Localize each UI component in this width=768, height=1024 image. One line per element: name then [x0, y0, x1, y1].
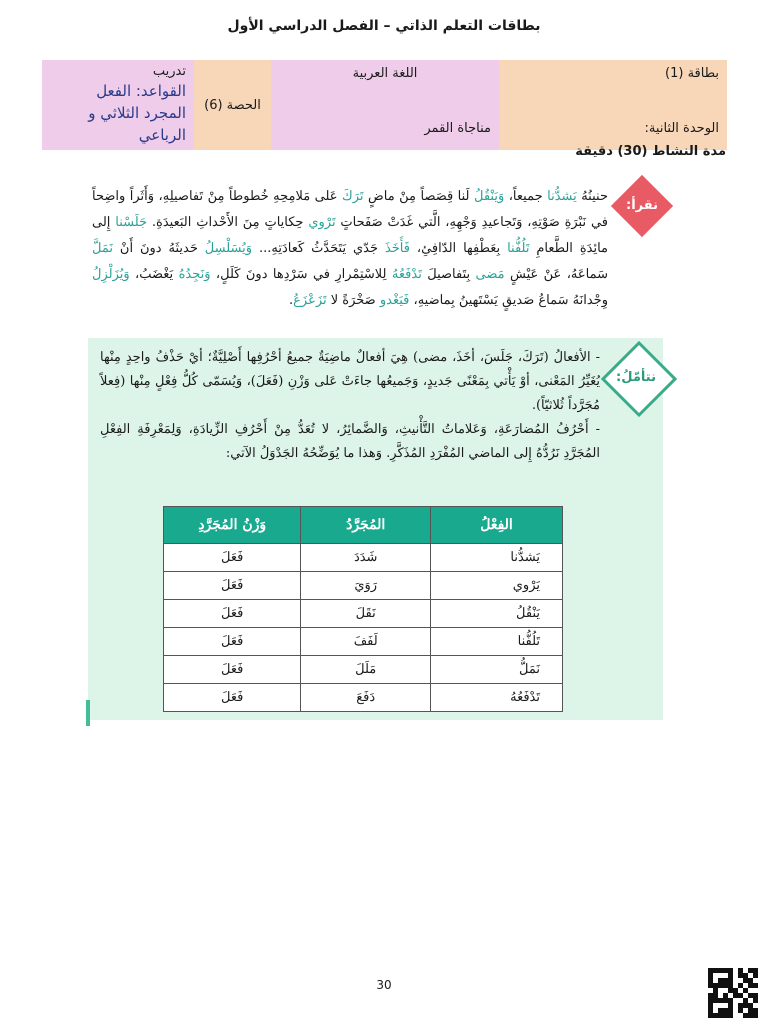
table-row	[164, 572, 563, 600]
read-badge-label: نقرأ:	[626, 198, 658, 213]
root-cell: نَقَلَ	[301, 600, 431, 628]
table-row	[164, 656, 563, 684]
verb-cell: نَمَلُّ	[431, 656, 563, 684]
lesson-title: القواعد: الفعل المجرد الثلاثي و الرباعي	[88, 82, 186, 144]
reflect-badge-label: نتأمّلُ:	[616, 370, 656, 385]
verb-cell: يَرْوي	[431, 572, 563, 600]
pattern-cell: فَعَلَ	[164, 544, 301, 572]
period-label: الحصة (6)	[204, 97, 261, 113]
table-row	[164, 544, 563, 572]
verb-cell: يَنْقُلُ	[431, 600, 563, 628]
subject-label: اللغة العربية	[352, 66, 418, 81]
table-row	[164, 600, 563, 628]
col-header-pattern: وَزْنُ المُجَرَّدِ	[164, 507, 301, 544]
verb-table	[163, 506, 563, 712]
reflect-paragraph-1: - الأفعالُ (تَرَكَ، جَلَسَ، أخَذَ، مضى) هِيَ أفعالٌ ماضِيَةٌ جميعُ أحْرُفِها أَصْلِيَّةٌ؛ أيْ حَذْفُ واحِدٍ مِنْها يُغَيِّرُ المَعْنى، أوْ يَأْتي بِمَعْنًى جَديدٍ، وَجَميعُها جاءَتْ عَلى وَزْنِ (فَعَلَ)، وَيُسَمّى كُلُّ فِعْلٍ مِنْها (فِعلاً مُجَرَّداً ثُلاثيّاً).	[100, 350, 600, 413]
table-header-row	[164, 507, 563, 544]
exercise-label: تدريب	[152, 64, 186, 79]
pattern-cell: فَعَلَ	[164, 628, 301, 656]
table-row	[164, 684, 563, 712]
verb-cell: تَدْفَعُهُ	[431, 684, 563, 712]
root-cell: دَفَعَ	[301, 684, 431, 712]
verb-cell: يَشدُّنا	[431, 544, 563, 572]
lesson-cell	[42, 60, 194, 150]
page-title: بطاقات التعلم الذاتي – الفصل الدراسي الأول	[227, 18, 541, 34]
card-label: بطاقة (1)	[665, 66, 719, 81]
activity-duration: مدة النشاط (30) دقيقة	[575, 144, 726, 159]
unit-label: الوحدة الثانية:	[644, 121, 719, 137]
root-cell: لَفَفَ	[301, 628, 431, 656]
card-cell	[499, 60, 727, 150]
qr-code-icon[interactable]	[708, 968, 758, 1018]
pattern-cell: فَعَلَ	[164, 572, 301, 600]
subject-cell	[271, 60, 499, 150]
lesson-header-table	[42, 60, 727, 144]
unit-title: مناجاة القمر	[424, 121, 491, 137]
table-row	[164, 628, 563, 656]
page-number: 30	[376, 978, 392, 992]
root-cell: مَلَلَ	[301, 656, 431, 684]
period-cell	[194, 60, 271, 150]
root-cell: شَدَدَ	[301, 544, 431, 572]
verb-cell: تَلُفُّنا	[431, 628, 563, 656]
pattern-cell: فَعَلَ	[164, 600, 301, 628]
root-cell: رَوَيَ	[301, 572, 431, 600]
reflect-paragraph-2: - أَحْرُفُ المُضارَعَةِ، وَعَلاماتُ التَّأْنيثِ، وَالضَّمائِرُ، لا تُعَدُّ مِنْ أَحْرُفِ الزِّيادَةِ، وَلِمَعْرِفَةِ الفِعْلِ المُجَرَّدِ نَرُدُّهُ إِلى الماضي المُفْرَدِ المُذَكَّرِ. وَهذا ما يُوَضِّحُهُ الجَدْوَلُ الآتي:	[100, 422, 600, 461]
reflect-text	[100, 346, 600, 466]
pattern-cell: فَعَلَ	[164, 684, 301, 712]
col-header-verb: الفِعْلُ	[431, 507, 563, 544]
col-header-root: المُجَرَّدُ	[301, 507, 431, 544]
reflect-accent-bar	[86, 700, 90, 726]
reading-passage: حنينُهُ يَشدُّنا جميعاً، وَيَنْقُلُ لَنا قِصَصاً مِنْ ماضٍ تَرَكَ عَلى مَلامِحِهِ خُطوطاً مِنْ تَفاصيلِهِ، وَأَثَراً واضِحاً في نَبْرَةِ صَوْتِهِ، وَتَجاعيدِ وَجْهِهِ، الَّتي غَدَتْ صَفَحاتٍ تَرْوي حِكاياتٍ مِنَ الأَحْداثِ البَعيدَةِ. جَلَسْنا إِلى مائِدَةِ الطَّعامِ تَلُفُّنا بِعَطْفِها الدّافِئِ، فَأَخَذَ جَدّي يَتَحَدَّثُ كَعادَتِهِ... وَيُسَلْسِلُ حَديثَهُ دونَ أَنْ نَمَلَّ سَماعَهُ، عَنْ عَيْشٍ مَضى بِتَفاصيلَ تَدْفَعُهُ لِلاسْتِمْرارِ في سَرْدِها دونَ كَلَلٍ، وَنَجِدُهُ يَغْضَبُ، وَيُزَلْزِلُ وِجْدانَهُ سَماعُ صَديقٍ يَسْتَهينُ بِماضيهِ، فَيَغْدو صَخْرَةً لا تَزَعْزَعُ.	[92, 189, 608, 308]
pattern-cell: فَعَلَ	[164, 656, 301, 684]
